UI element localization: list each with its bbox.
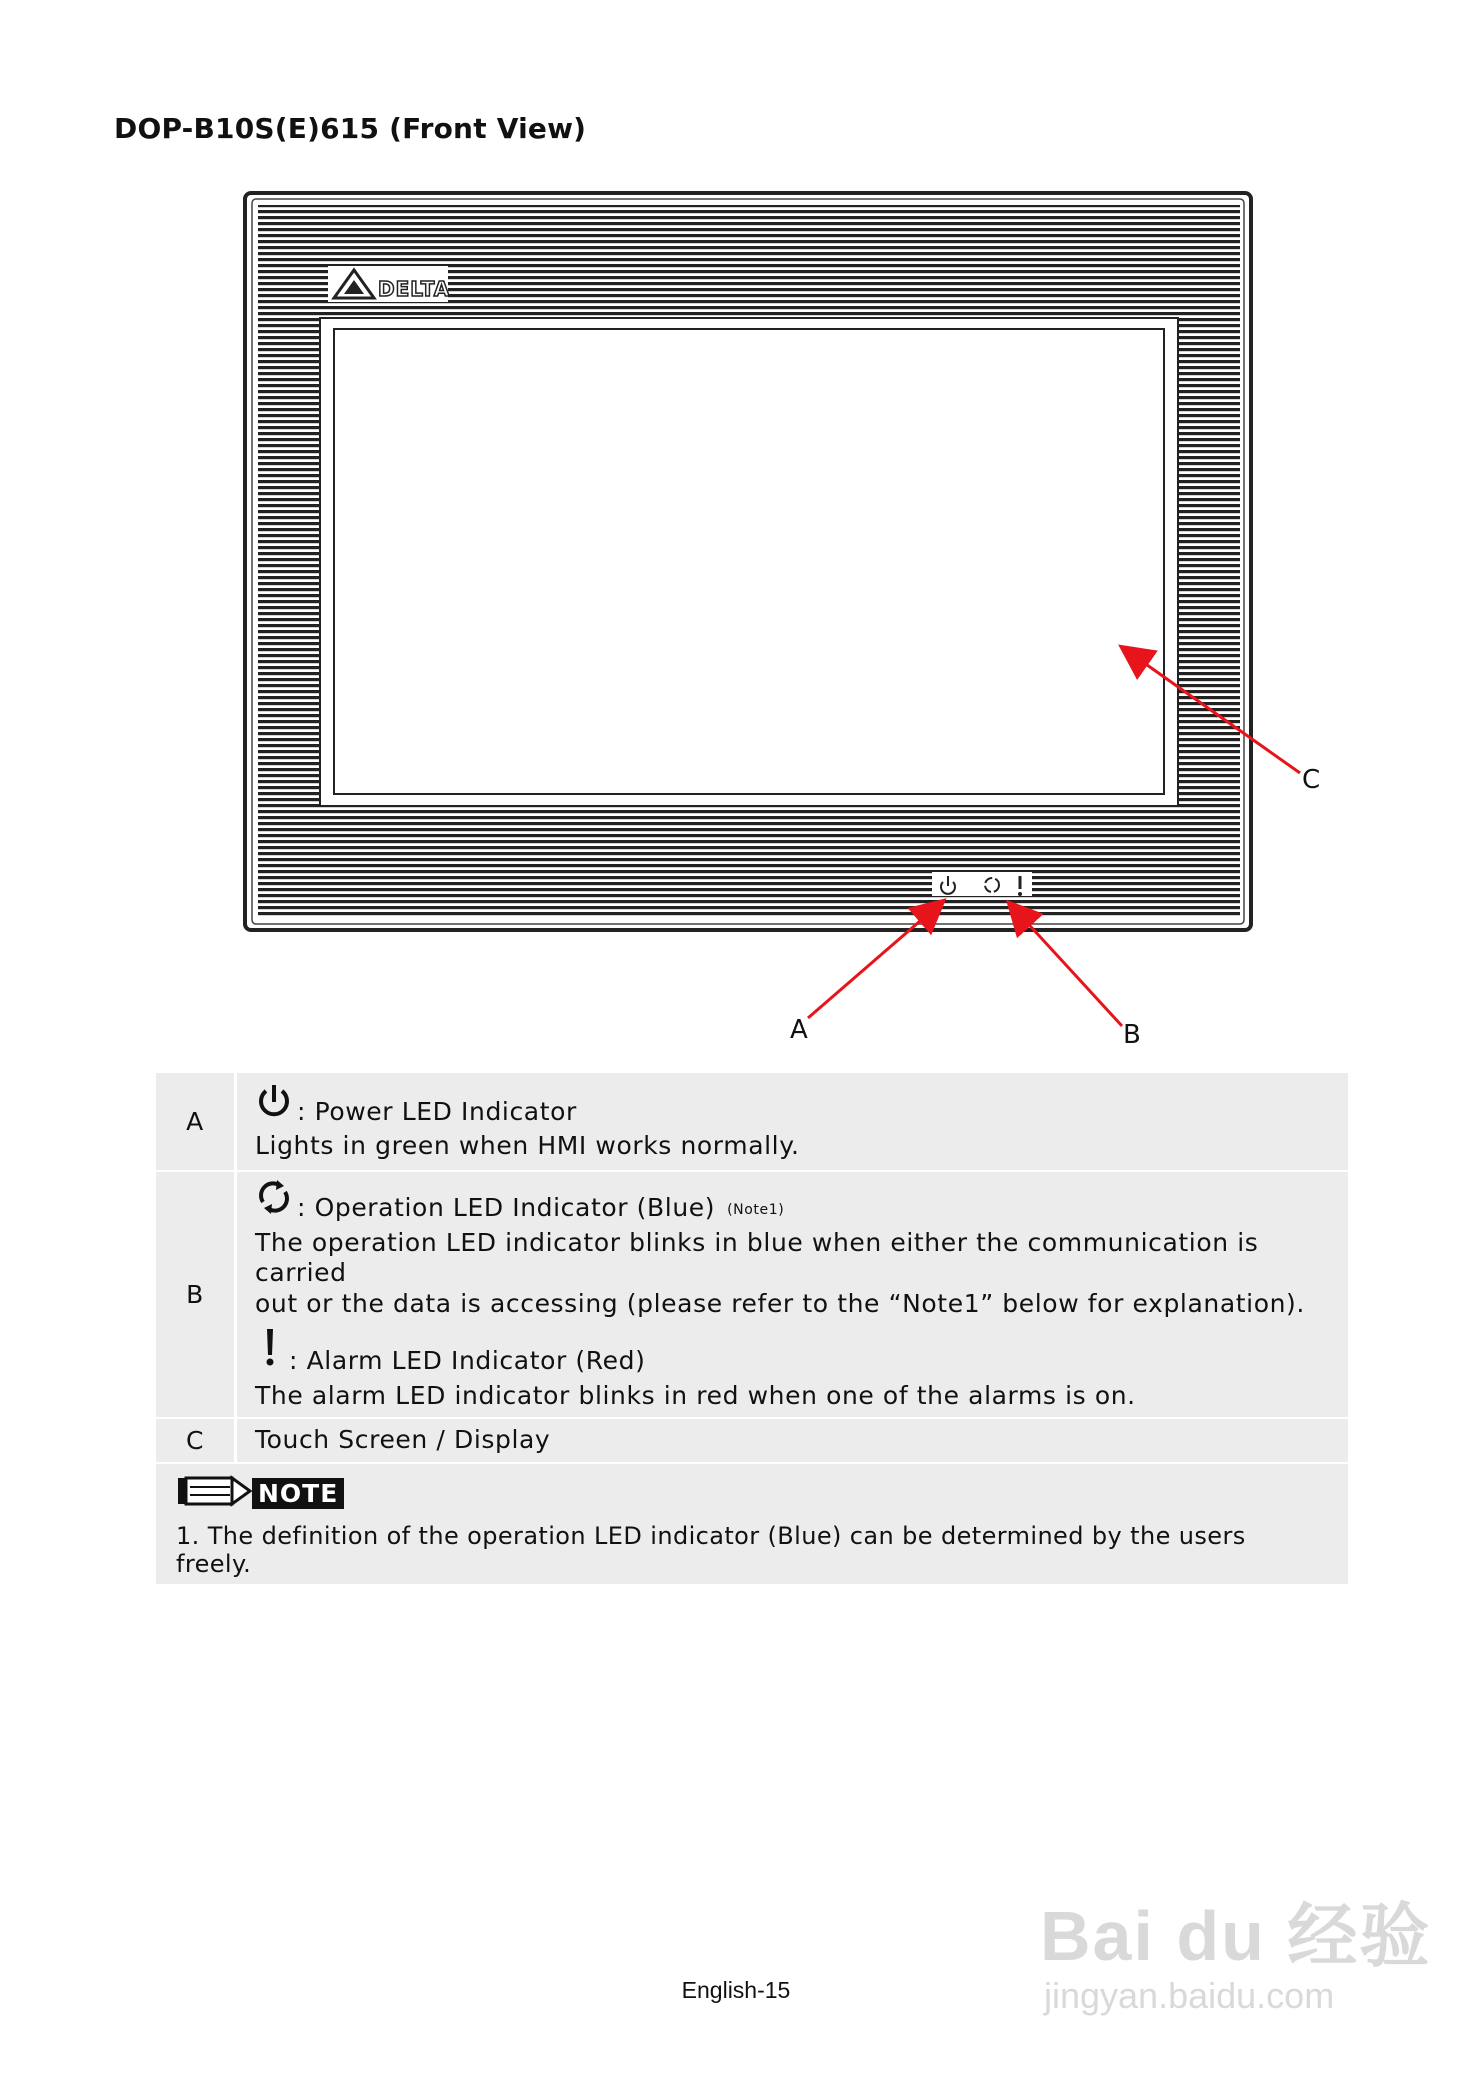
- note-label: NOTE: [252, 1478, 344, 1509]
- note-reference: (Note1): [727, 1202, 785, 1219]
- row-key: C: [156, 1418, 236, 1463]
- callout-label-a: A: [790, 1015, 808, 1045]
- page-title: DOP-B10S(E)615 (Front View): [114, 112, 587, 145]
- alarm-icon: [255, 1327, 285, 1377]
- row-key: A: [156, 1073, 236, 1171]
- operation-led-heading: : Operation LED Indicator (Blue): [297, 1193, 716, 1222]
- operation-led-description-line2: out or the data is accessing (please refer to the “Note1” below for explanation).: [255, 1288, 1305, 1318]
- table-row: [156, 1073, 1348, 1171]
- alarm-led-description: The alarm LED indicator blinks in red when one of the alarms is on.: [255, 1380, 1136, 1410]
- operation-led-description-line1: The operation LED indicator blinks in blue when either the communication is carried: [255, 1227, 1259, 1287]
- operation-icon: [255, 1178, 293, 1224]
- table-row: [156, 1171, 1348, 1418]
- brand-logo-text: DELTA: [378, 277, 451, 301]
- power-led-heading: : Power LED Indicator: [297, 1096, 577, 1126]
- note-text: 1. The definition of the operation LED indicator (Blue) can be determined by the users freely.: [176, 1521, 1246, 1578]
- watermark-brand: Bai du 经验: [1040, 1897, 1432, 1975]
- note-row: [156, 1463, 1348, 1585]
- indicator-legend-table: [156, 1073, 1348, 1586]
- alarm-led-heading: : Alarm LED Indicator (Red): [289, 1346, 646, 1375]
- callout-label-c: C: [1302, 765, 1321, 795]
- power-led-description: Lights in green when HMI works normally.: [255, 1131, 800, 1160]
- watermark-url: jingyan.baidu.com: [1044, 1975, 1335, 2016]
- touch-screen: [334, 329, 1164, 794]
- callout-label-b: B: [1123, 1020, 1141, 1050]
- table-row: [156, 1418, 1348, 1463]
- touch-screen-description: Touch Screen / Display: [236, 1418, 1349, 1463]
- baidu-watermark: [1040, 1880, 1431, 2017]
- power-icon: [255, 1082, 293, 1128]
- delta-logo: [328, 266, 450, 302]
- page-footer: English-15: [681, 1977, 791, 2003]
- row-key: B: [156, 1171, 236, 1418]
- led-alarm-icon: [1018, 876, 1022, 896]
- pencil-icon: [176, 1474, 252, 1514]
